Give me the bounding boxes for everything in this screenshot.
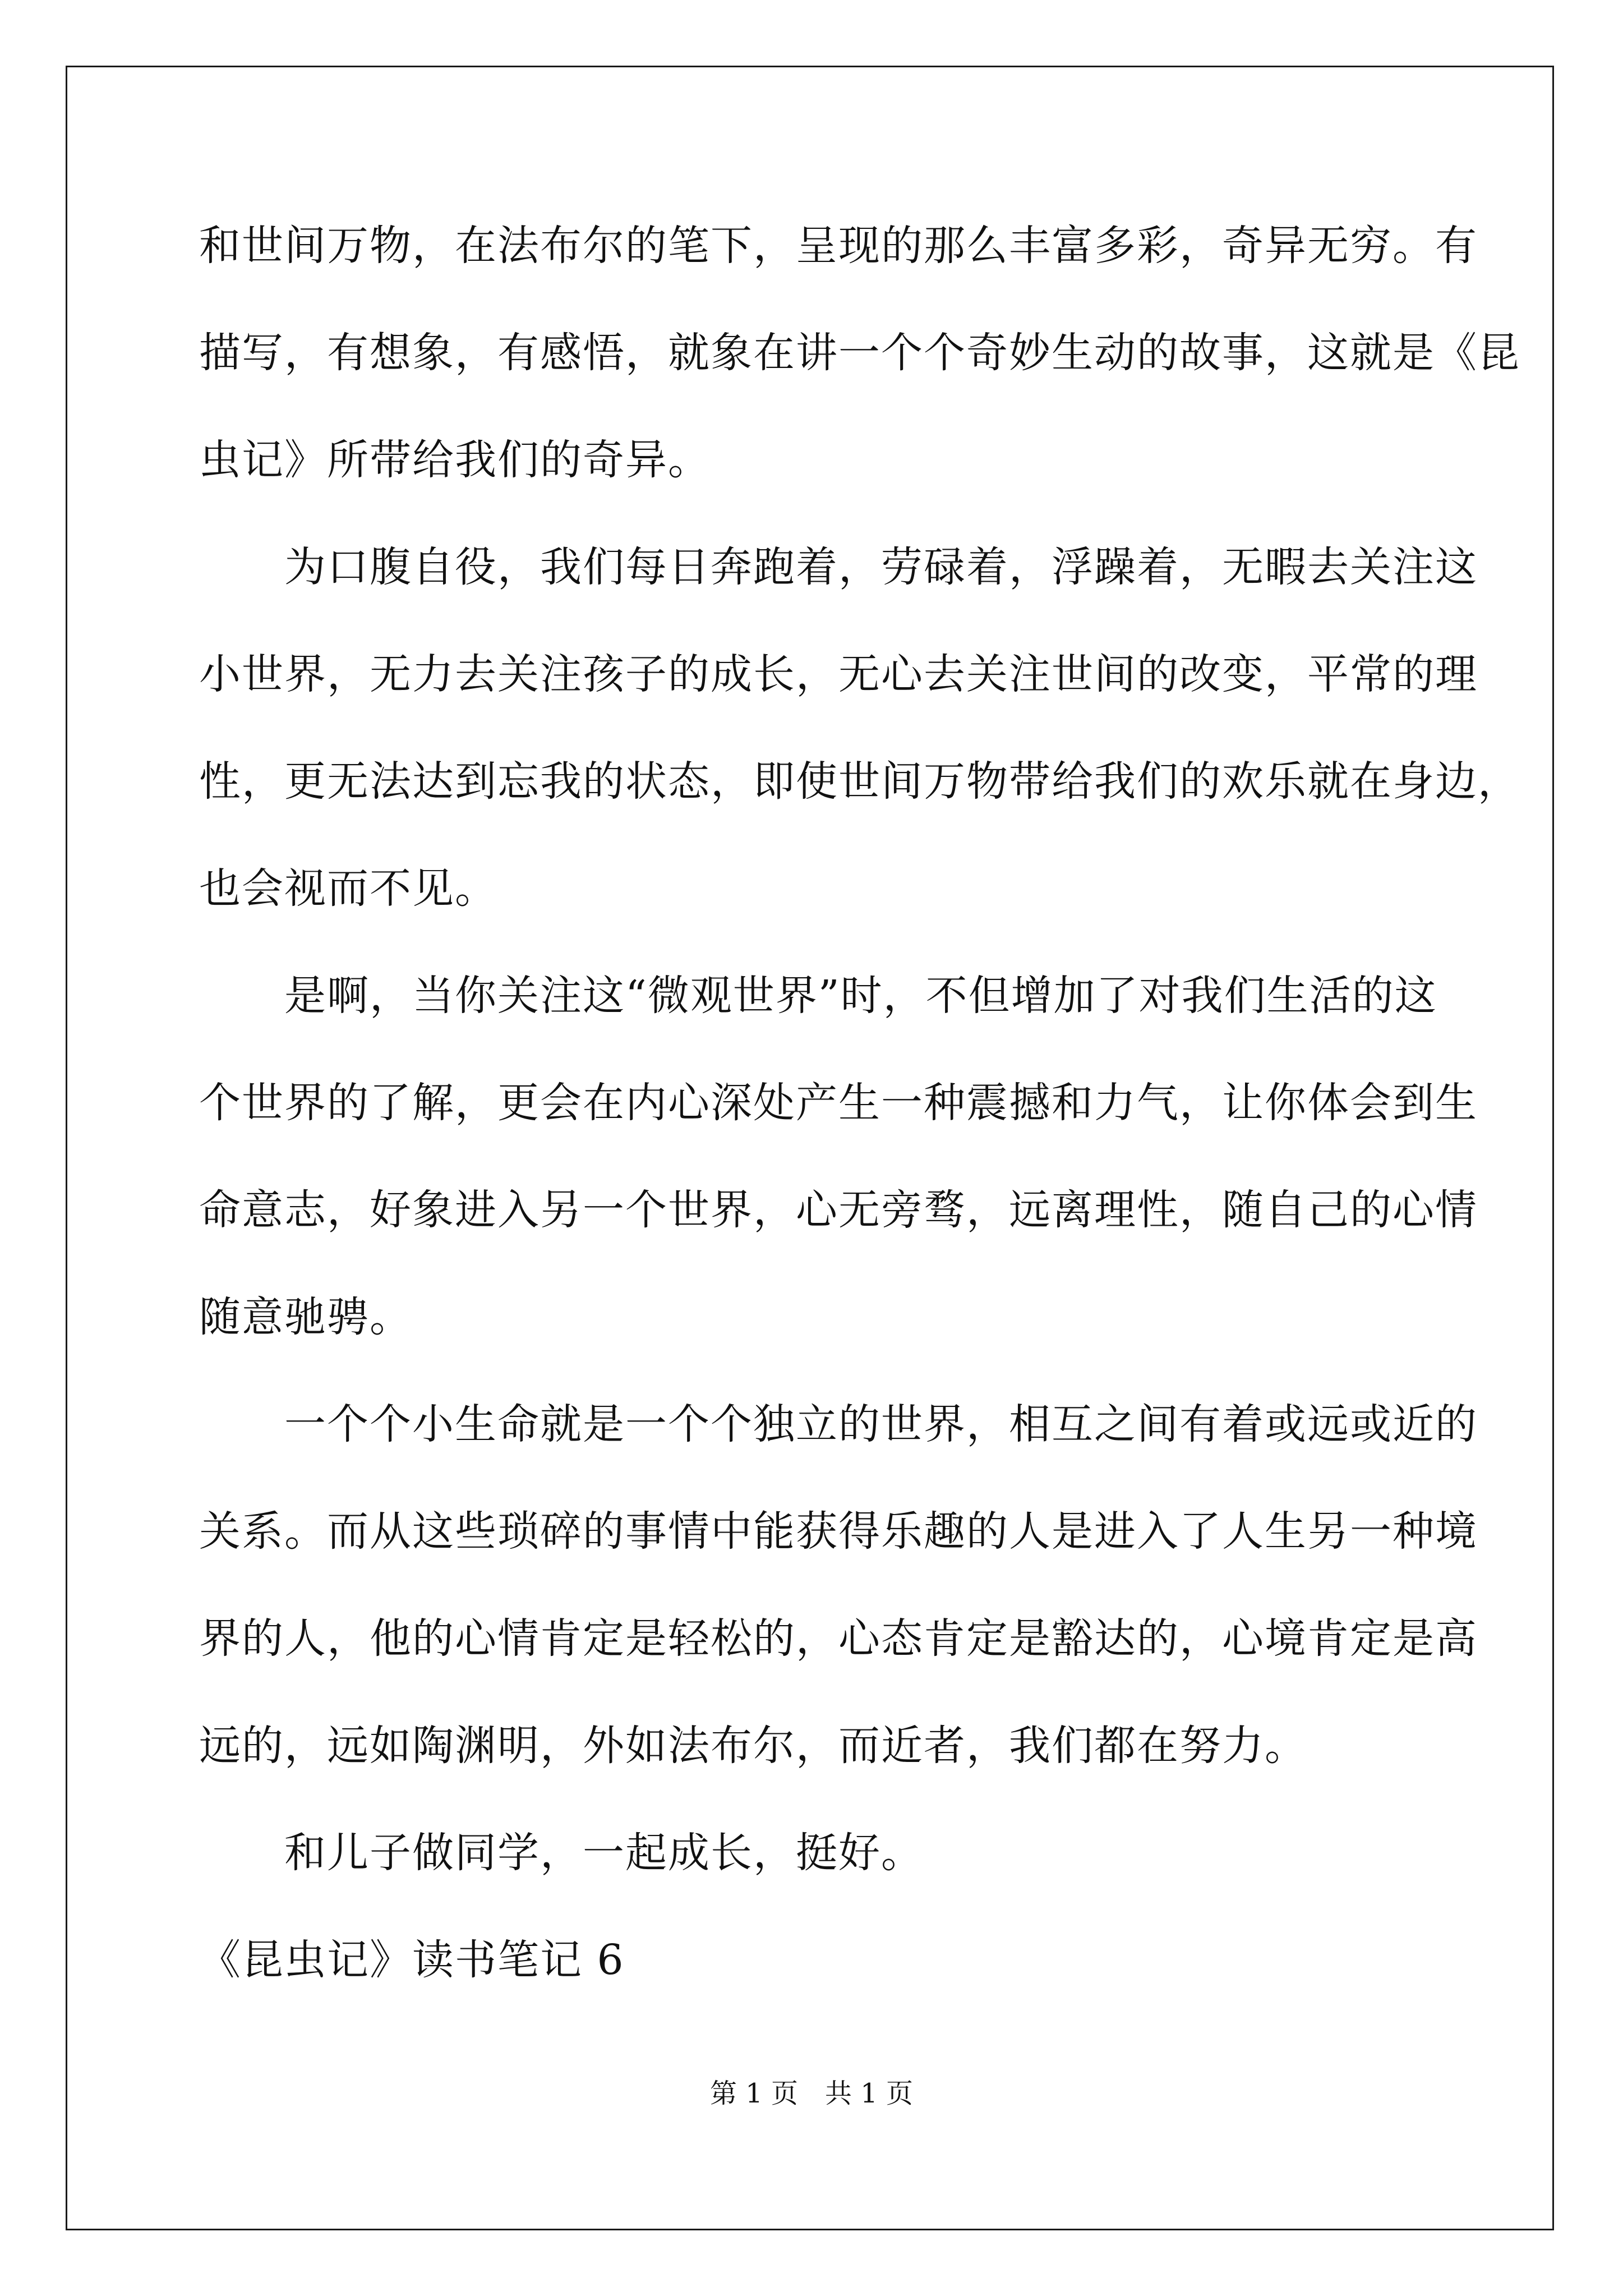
text-line: 一个个小生命就是一个个独立的世界，相互之间有着或远或近的 — [199, 1400, 1478, 1448]
page-footer: 第 1 页 共 1 页 — [709, 2078, 914, 2109]
text-line: 个世界的了解，更会在内心深处产生一种震撼和力气，让你体会到生 — [199, 1079, 1478, 1127]
text-line: 描写，有想象，有感悟，就象在讲一个个奇妙生动的故事，这就是《昆 — [199, 329, 1520, 377]
text-line: 为口腹自役，我们每日奔跑着，劳碌着，浮躁着，无暇去关注这 — [199, 543, 1478, 591]
section-heading: 《昆虫记》读书笔记 6 — [199, 1936, 625, 1984]
text-line: 和儿子做同学，一起成长，挺好。 — [199, 1829, 924, 1877]
page-border — [66, 66, 1554, 2230]
text-line: 关系。而从这些琐碎的事情中能获得乐趣的人是进入了人生另一种境 — [199, 1507, 1478, 1556]
text-line: 和世间万物，在法布尔的笔下，呈现的那么丰富多彩，奇异无穷。有 — [199, 222, 1478, 270]
text-line: 性，更无法达到忘我的状态，即使世间万物带给我们的欢乐就在身边， — [199, 757, 1520, 806]
text-line: 虫记》所带给我们的奇异。 — [199, 436, 711, 484]
text-line: 界的人，他的心情肯定是轻松的，心态肯定是豁达的，心境肯定是高 — [199, 1614, 1478, 1663]
text-line: 也会视而不见。 — [199, 864, 497, 913]
text-line: 是啊，当你关注这“微观世界”时，不但增加了对我们生活的这 — [199, 972, 1437, 1020]
text-line: 命意志，好象进入另一个世界，心无旁骛，远离理性，随自己的心情 — [199, 1186, 1478, 1234]
text-line: 远的，远如陶渊明，外如法布尔，而近者，我们都在努力。 — [199, 1722, 1307, 1770]
text-line: 小世界，无力去关注孩子的成长，无心去关注世间的改变，平常的理 — [199, 650, 1478, 698]
text-line: 随意驰骋。 — [199, 1293, 412, 1341]
